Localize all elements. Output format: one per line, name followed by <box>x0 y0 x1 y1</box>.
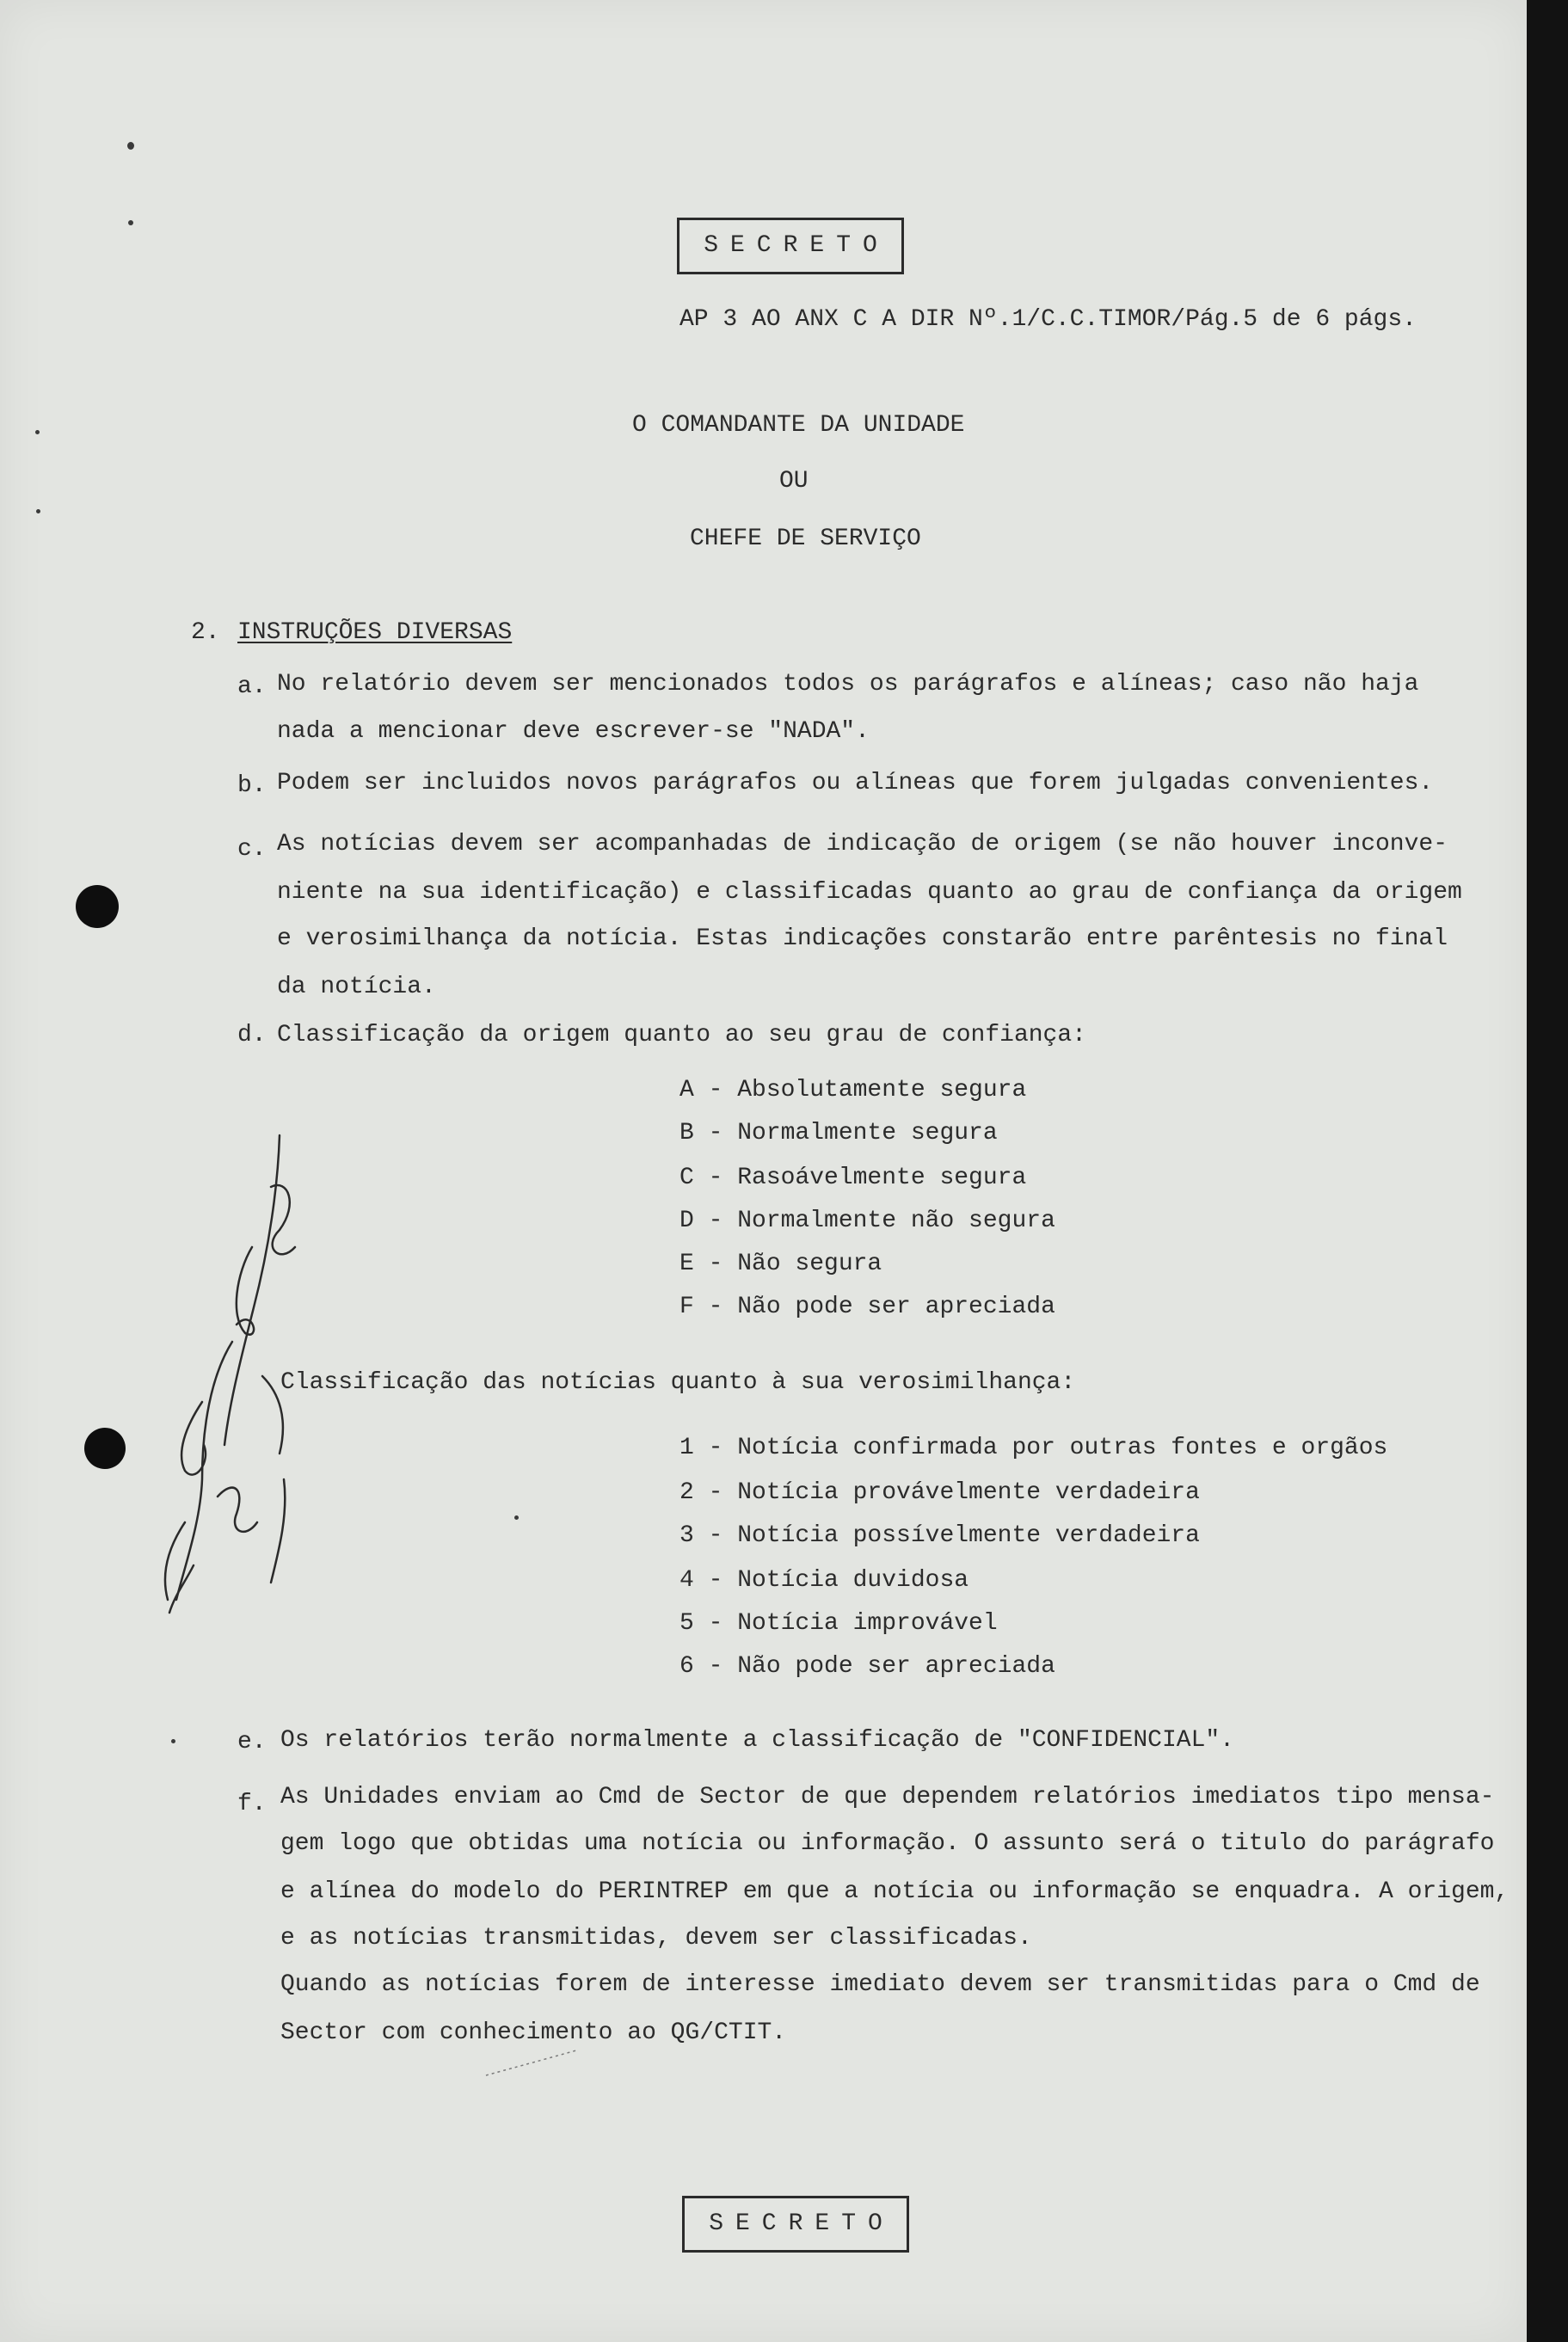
origin-scale-c: C - Rasoávelmente segura <box>679 1165 1027 1191</box>
origin-scale-e: E - Não segura <box>679 1251 882 1277</box>
item-b-line-1: Podem ser incluidos novos parágrafos ou alíneas que forem julgadas convenientes. <box>277 770 1434 796</box>
item-c-line-1: As notícias devem ser acompanhadas de indicação de origem (se não houver inconve- <box>277 831 1448 858</box>
paper-mark <box>514 1515 519 1520</box>
item-d-letter: d. <box>237 1022 267 1048</box>
item-e-line-1: Os relatórios terão normalmente a classificação de "CONFIDENCIAL". <box>280 1727 1234 1754</box>
item-b-letter: b. <box>237 772 267 799</box>
item-f-line-2: gem logo que obtidas uma notícia ou informação. O assunto será o titulo do parágrafo <box>280 1830 1495 1857</box>
origin-scale-f: F - Não pode ser apreciada <box>679 1294 1055 1320</box>
section-title: INSTRUÇÕES DIVERSAS <box>237 619 513 646</box>
document-reference: AP 3 AO ANX C A DIR Nº.1/C.C.TIMOR/Pág.5 de 6 págs. <box>679 306 1417 333</box>
news-scale-4: 4 - Notícia duvidosa <box>679 1567 969 1594</box>
heading-line-2: OU <box>779 468 809 495</box>
news-scale-3: 3 - Notícia possívelmente verdadeira <box>679 1522 1200 1549</box>
item-f-line-4: e as notícias transmitidas, devem ser classificadas. <box>280 1925 1032 1952</box>
punch-hole-top <box>76 885 119 928</box>
item-e-letter: e. <box>237 1729 267 1755</box>
item-d-intro-2: Classificação das notícias quanto à sua verosimilhança: <box>280 1369 1076 1396</box>
paper-mark <box>36 509 40 513</box>
item-c-line-2: niente na sua identificação) e classificadas quanto ao grau de confiança da origem <box>277 879 1462 906</box>
item-c-line-4: da notícia. <box>277 974 436 1000</box>
item-a-line-1: No relatório devem ser mencionados todos os parágrafos e alíneas; caso não haja <box>277 671 1419 698</box>
paper-mark <box>127 142 134 150</box>
item-a-line-2: nada a mencionar deve escrever-se "NADA". <box>277 718 870 745</box>
section-number: 2. <box>191 619 220 646</box>
item-c-line-3: e verosimilhança da notícia. Estas indicações constarão entre parêntesis no final <box>277 925 1448 952</box>
item-d-intro: Classificação da origem quanto ao seu grau de confiança: <box>277 1022 1086 1048</box>
paper-mark <box>35 430 40 434</box>
item-f-line-6: Sector com conhecimento ao QG/CTIT. <box>280 2019 787 2046</box>
heading-line-3: CHEFE DE SERVIÇO <box>690 526 921 552</box>
item-a-letter: a. <box>237 673 267 700</box>
classification-stamp-top: SECRETO <box>677 218 904 274</box>
classification-stamp-bottom: SECRETO <box>682 2196 909 2253</box>
pencil-mark <box>482 2045 585 2080</box>
paper-mark <box>128 220 133 225</box>
item-f-line-5: Quando as notícias forem de interesse imediato devem ser transmitidas para o Cmd de <box>280 1971 1480 1998</box>
item-c-letter: c. <box>237 836 267 863</box>
punch-hole-bottom <box>84 1428 126 1469</box>
news-scale-1: 1 - Notícia confirmada por outras fontes e orgãos <box>679 1435 1388 1461</box>
handwritten-signature <box>151 1118 305 1617</box>
item-f-line-3: e alínea do modelo do PERINTREP em que a notícia ou informação se enquadra. A origem, <box>280 1878 1510 1905</box>
origin-scale-b: B - Normalmente segura <box>679 1120 998 1146</box>
news-scale-5: 5 - Notícia improvável <box>679 1610 998 1637</box>
heading-line-1: O COMANDANTE DA UNIDADE <box>632 412 965 439</box>
item-f-letter: f. <box>237 1791 267 1817</box>
news-scale-6: 6 - Não pode ser apreciada <box>679 1653 1055 1680</box>
origin-scale-a: A - Absolutamente segura <box>679 1077 1027 1103</box>
news-scale-2: 2 - Notícia provávelmente verdadeira <box>679 1479 1200 1506</box>
paper-mark <box>171 1739 175 1743</box>
origin-scale-d: D - Normalmente não segura <box>679 1208 1055 1234</box>
item-f-line-1: As Unidades enviam ao Cmd de Sector de que dependem relatórios imediatos tipo mensa- <box>280 1784 1495 1810</box>
